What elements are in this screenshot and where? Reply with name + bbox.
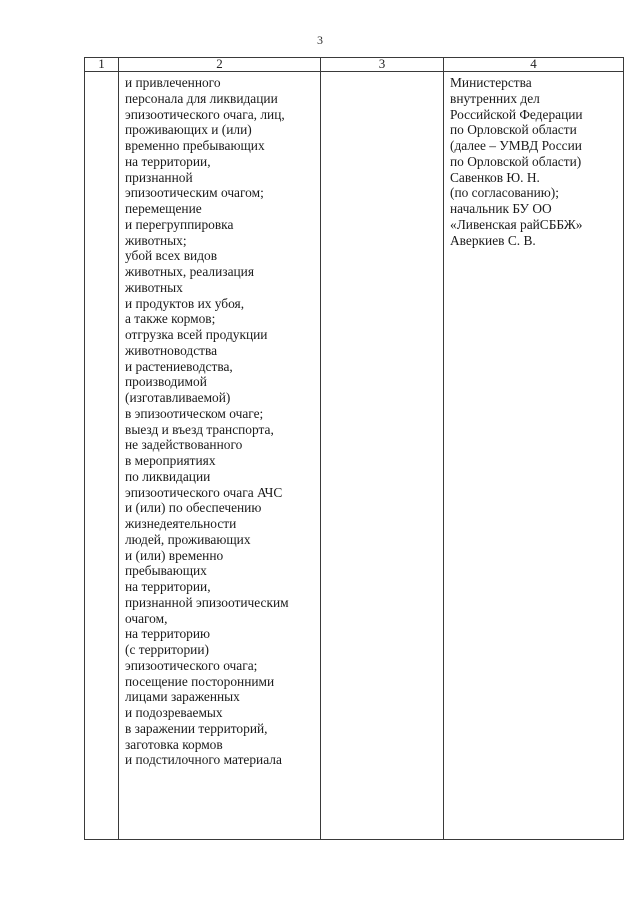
- measures-text: [119, 72, 320, 768]
- measures-line: лицами зараженных: [125, 689, 240, 705]
- measures-line: не задействованного: [125, 437, 243, 453]
- measures-line: посещение посторонними: [125, 673, 275, 689]
- measures-line: эпизоотического очага, лиц,: [125, 106, 285, 122]
- measures-line: (изготавливаемой): [125, 390, 231, 405]
- header-col-4: 4: [444, 58, 624, 72]
- responsible-text: [444, 72, 623, 248]
- measures-line: и продуктов их убоя,: [125, 295, 245, 311]
- measures-line: пребывающих: [125, 563, 207, 579]
- measures-line: отгрузка всей продукции: [125, 327, 268, 342]
- document-table: [84, 57, 624, 840]
- header-col-3: 3: [321, 58, 444, 72]
- measures-line: и (или) по обеспечению: [125, 500, 262, 516]
- responsible-line: Савенков Ю. Н.: [450, 169, 540, 185]
- measures-line: временно пребывающих: [125, 138, 265, 153]
- responsible-line: внутренних дел: [450, 90, 540, 106]
- measures-line: животноводства: [125, 342, 218, 358]
- measures-line: эпизоотического очага;: [125, 657, 258, 673]
- header-col-2: 2: [119, 58, 321, 72]
- measures-line: убой всех видов: [125, 248, 218, 264]
- measures-line: на территорию: [125, 626, 211, 642]
- measures-line: животных: [125, 279, 183, 295]
- header-col-1: 1: [85, 58, 119, 72]
- measures-line: и подстилочного материала: [125, 752, 282, 768]
- measures-line: персонала для ликвидации: [125, 90, 278, 106]
- measures-line: и перегруппировка: [125, 216, 234, 232]
- measures-line: жизнедеятельности: [125, 516, 237, 531]
- measures-line: людей, проживающих: [125, 531, 251, 547]
- measures-line: и подозреваемых: [125, 705, 223, 720]
- responsible-line: по Орловской области): [450, 153, 582, 169]
- measures-line: производимой: [125, 374, 207, 390]
- measures-line: на территории,: [125, 153, 211, 169]
- measures-line: эпизоотического очага АЧС: [125, 484, 283, 500]
- page-number: 3: [317, 33, 323, 47]
- measures-line: перемещение: [125, 201, 202, 216]
- measures-line: в мероприятиях: [125, 453, 216, 468]
- measures-line: на территории,: [125, 579, 211, 594]
- measures-line: (с территории): [125, 642, 209, 657]
- measures-line: и привлеченного: [125, 75, 221, 90]
- measures-line: животных, реализация: [125, 264, 255, 279]
- responsible-line: по Орловской области: [450, 122, 577, 138]
- responsible-line: Аверкиев С. В.: [450, 232, 536, 248]
- cell-col-3: [321, 72, 444, 840]
- measures-line: очагом,: [125, 610, 168, 626]
- measures-line: в эпизоотическом очаге;: [125, 405, 264, 421]
- responsible-line: Российской Федерации: [450, 106, 583, 122]
- cell-col-4: [444, 72, 624, 840]
- measures-line: заготовка кормов: [125, 736, 223, 752]
- measures-line: по ликвидации: [125, 468, 211, 484]
- measures-line: признанной эпизоотическим: [125, 594, 289, 610]
- table-header-row: [85, 58, 624, 72]
- measures-line: и (или) временно: [125, 547, 224, 563]
- responsible-line: (по согласованию);: [450, 185, 559, 201]
- responsible-line: «Ливенская райСББЖ»: [450, 216, 583, 232]
- measures-line: проживающих и (или): [125, 122, 252, 138]
- table-row: [85, 72, 624, 840]
- responsible-line: (далее – УМВД России: [450, 138, 582, 153]
- measures-line: а также кормов;: [125, 311, 216, 327]
- measures-line: животных;: [125, 232, 187, 248]
- cell-col-2: [119, 72, 321, 840]
- measures-line: признанной: [125, 169, 193, 185]
- measures-line: выезд и въезд транспорта,: [125, 421, 274, 437]
- cell-col-1: [85, 72, 119, 840]
- measures-line: и растениеводства,: [125, 358, 233, 374]
- responsible-line: начальник БУ ОО: [450, 201, 552, 216]
- measures-line: эпизоотическим очагом;: [125, 185, 264, 201]
- measures-line: в заражении территорий,: [125, 720, 268, 736]
- responsible-line: Министерства: [450, 75, 532, 90]
